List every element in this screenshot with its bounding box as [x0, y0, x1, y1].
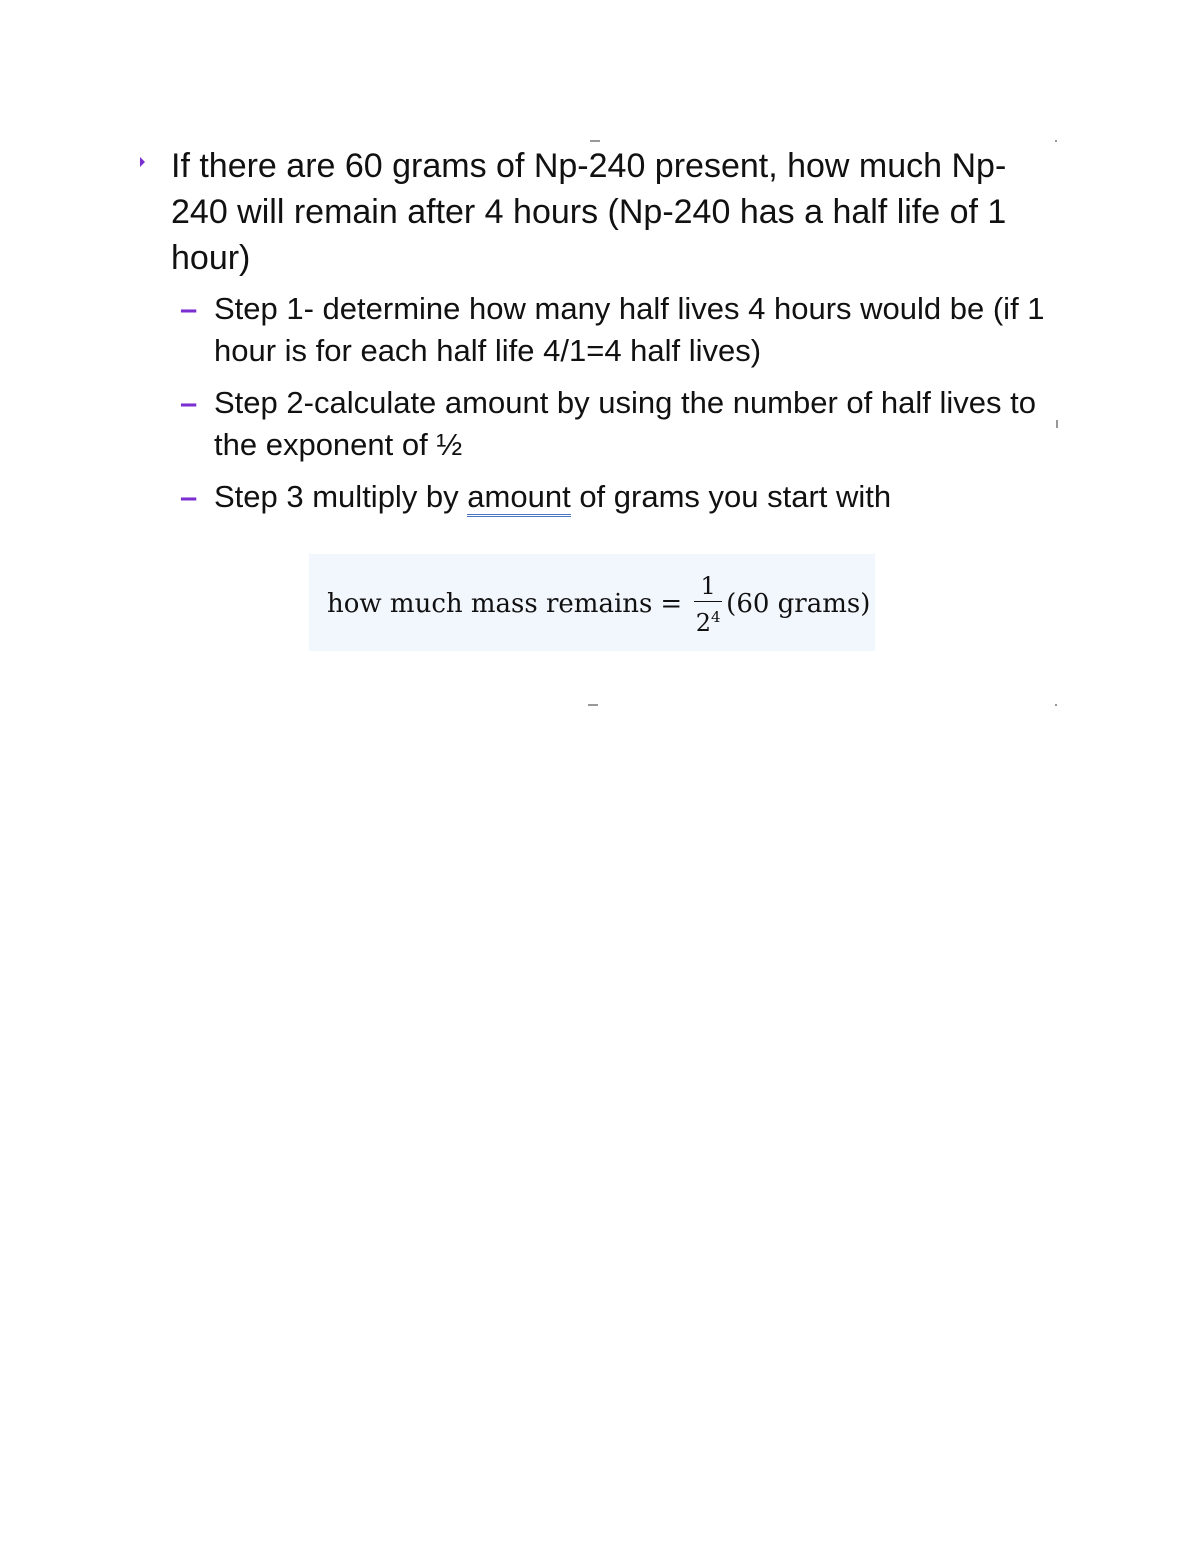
formula-equals: =	[660, 589, 683, 619]
step-1-text: Step 1- determine how many half lives 4 hours would be (if 1 hour is for each half life 4/1=4 half lives)	[214, 291, 1045, 368]
scan-artifact	[1055, 140, 1057, 142]
formula-lhs: how much mass remains	[327, 589, 653, 619]
triangle-bullet-icon	[140, 157, 145, 167]
step-3-item	[180, 476, 1060, 518]
formula-factor: (60 grams)	[726, 589, 871, 619]
step-3-text-after: of grams you start with	[570, 479, 892, 514]
formula-fraction	[694, 571, 722, 638]
step-3-underlined-word: amount	[467, 479, 570, 517]
scan-artifact	[1056, 420, 1058, 428]
formula	[327, 566, 870, 642]
step-2-text: Step 2-calculate amount by using the number of half lives to the exponent of ½	[214, 385, 1036, 462]
formula-numerator: 1	[700, 571, 716, 600]
denominator-exponent: 4	[711, 607, 721, 626]
step-3-text-before: Step 3 multiply by	[214, 479, 468, 514]
denominator-base: 2	[695, 608, 712, 637]
scan-artifact	[588, 704, 598, 706]
dash-bullet-icon: –	[180, 291, 198, 326]
step-2-item	[180, 382, 1060, 466]
dash-bullet-icon: –	[180, 385, 198, 420]
scan-artifact	[590, 140, 600, 142]
step-1-item	[180, 288, 1060, 372]
formula-denominator	[696, 602, 721, 638]
dash-bullet-icon: –	[180, 479, 198, 514]
main-bullet-text: If there are 60 grams of Np-240 present, how much Np-240 will remain after 4 hours (Np-240 has a half life of 1 hour)	[171, 147, 1007, 277]
steps-list	[180, 288, 1060, 528]
scan-artifact	[1055, 704, 1057, 706]
formula-box	[309, 554, 875, 651]
